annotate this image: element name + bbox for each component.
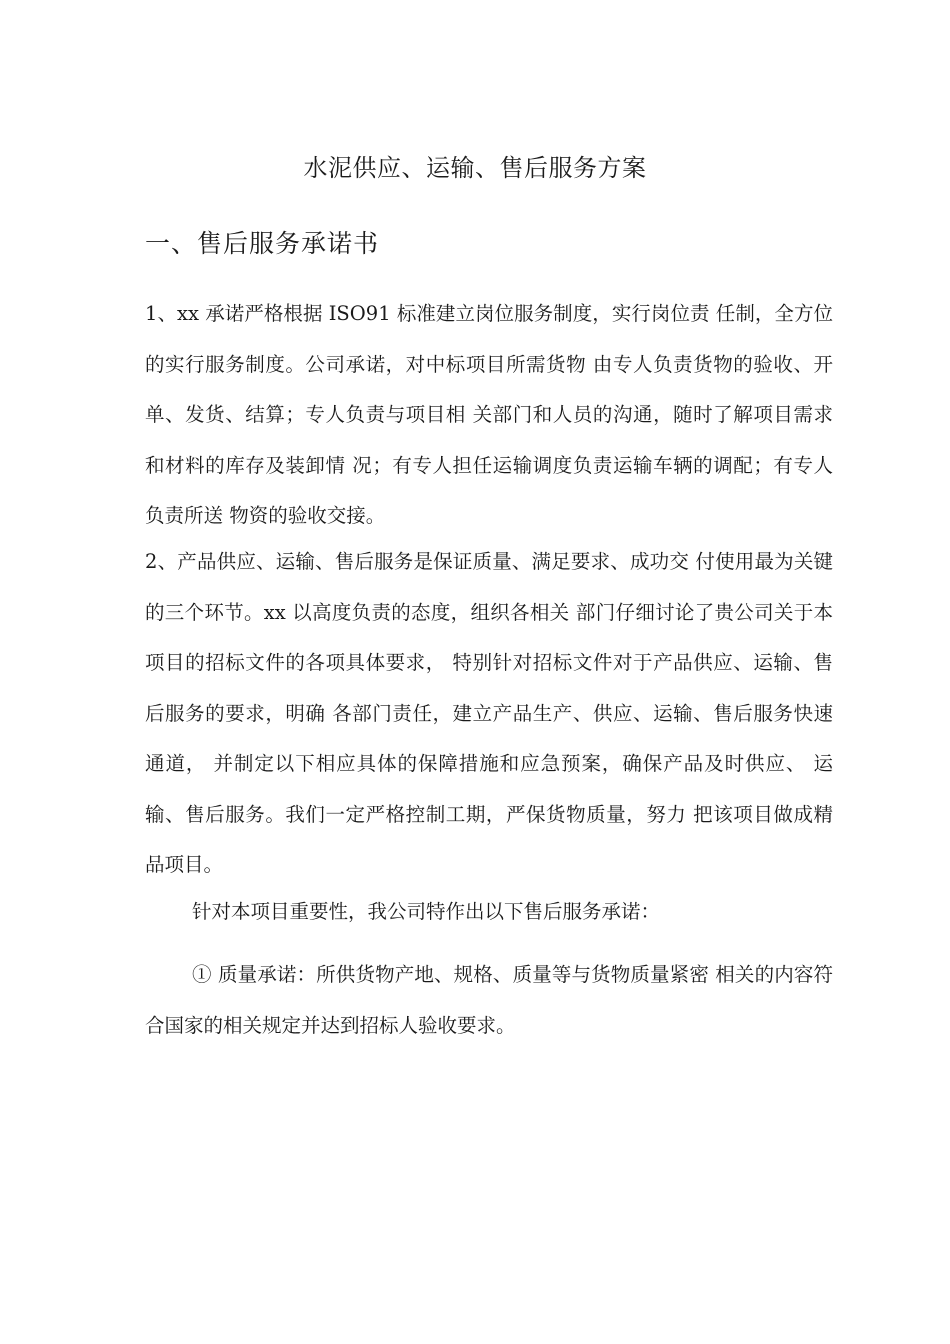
paragraph-quality-commitment: ① 质量承诺：所供货物产地、规格、质量等与货物质量紧密 相关的内容符合国家的相关规定并达到招标人验收要求。 <box>145 963 833 1037</box>
paragraph-commitment-2: 2、产品供应、运输、售后服务是保证质量、满足要求、成功交 付使用最为关键的三个环节。xx 以高度负责的态度，组织各相关 部门仔细讨论了贵公司关于本项目的招标文件的各项具体要求， 特别针对招标文件对于产品供应、运输、售后服务的要求，明确 各部门责任，建立产品生产、供应、运输、售后服务快速通道， 并制定以下相应具体的保障措施和应急预案，确保产品及时供应、 运输、售后服务。我们一定严格控制工期，严保货物质量，努力 把该项目做成精品项目。 <box>145 550 833 876</box>
section-heading: 一、售后服务承诺书 <box>145 229 380 258</box>
paragraph-intro: 针对本项目重要性，我公司特作出以下售后服务承诺： <box>192 900 661 923</box>
document-title: 水泥供应、运输、售后服务方案 <box>303 154 647 182</box>
paragraph-commitment-1: 1、xx 承诺严格根据 ISO91 标准建立岗位服务制度，实行岗位责 任制，全方位的实行服务制度。公司承诺，对中标项目所需货物 由专人负责货物的验收、开单、发货、结算；专人负责与项目相 关部门和人员的沟通，随时了解项目需求和材料的库存及装卸情 况；有专人担任运输调度负责运输车辆的调配；有专人负责所送 物资的验收交接。 <box>145 302 833 527</box>
